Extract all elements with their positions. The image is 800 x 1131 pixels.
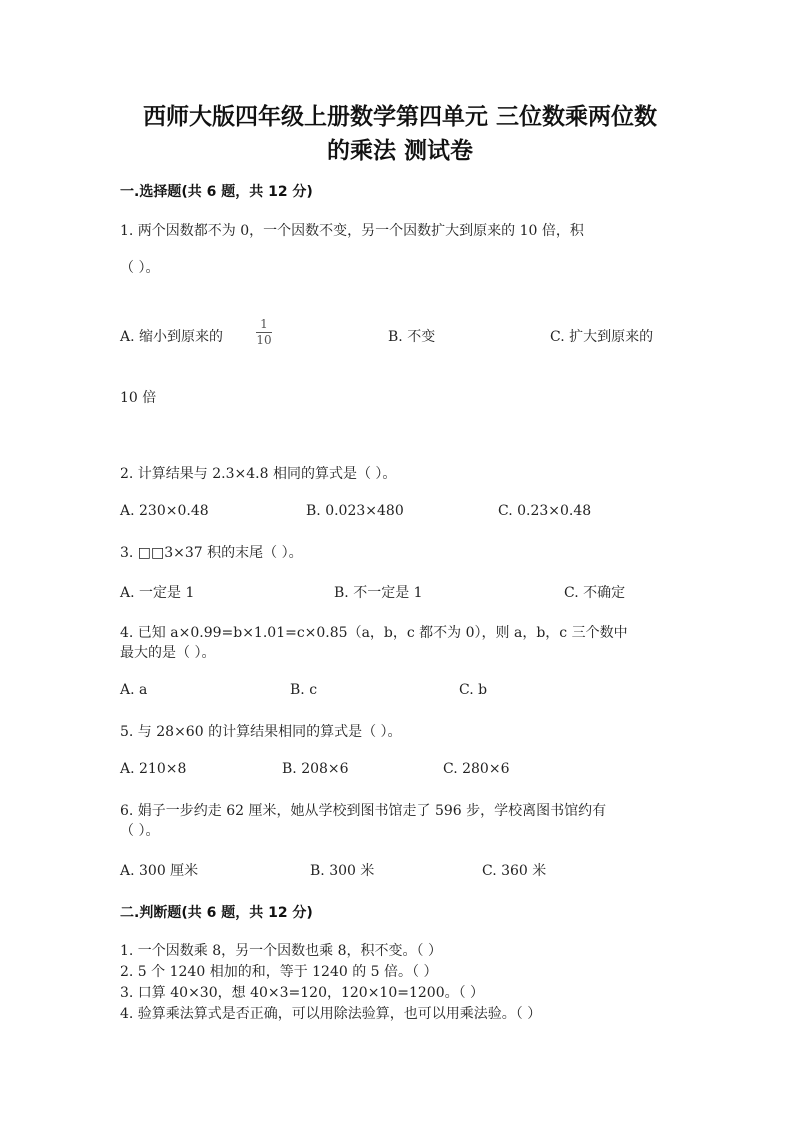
- question-5-option-b: B. 208×6: [282, 761, 349, 777]
- question-6-option-a: A. 300 厘米: [120, 863, 199, 879]
- question-2-option-a: A. 230×0.48: [120, 503, 209, 519]
- question-5-option-c: C. 280×6: [443, 761, 510, 777]
- judgement-item-1: 1. 一个因数乘 8，另一个因数也乘 8，积不变。（ ）: [120, 943, 442, 959]
- question-4-option-a: A. a: [120, 682, 148, 698]
- section-heading-judgement: 二.判断题(共 6 题，共 12 分): [120, 905, 313, 921]
- question-1-option-c: C. 扩大到原来的: [550, 329, 654, 345]
- question-6-option-c: C. 360 米: [482, 863, 547, 879]
- question-3-text: 3. □□3×37 积的末尾（ ）。: [120, 545, 303, 561]
- judgement-item-2: 2. 5 个 1240 相加的和，等于 1240 的 5 倍。（ ）: [120, 964, 438, 980]
- question-5-option-a: A. 210×8: [120, 761, 187, 777]
- question-2-option-c: C. 0.23×0.48: [498, 503, 592, 519]
- fraction-denominator: 10: [256, 333, 272, 347]
- question-4-option-b: B. c: [290, 682, 318, 698]
- judgement-item-4: 4. 验算乘法算式是否正确，可以用除法验算，也可以用乘法验。（ ）: [120, 1006, 542, 1022]
- question-3-option-a: A. 一定是 1: [120, 585, 195, 601]
- question-1-text: 1. 两个因数都不为 0，一个因数不变，另一个因数扩大到原来的 10 倍，积: [120, 223, 584, 239]
- question-4-option-c: C. b: [459, 682, 488, 698]
- page-title-line2: 的乘法 测试卷: [326, 138, 473, 164]
- page-title-line1: 西师大版四年级上册数学第四单元 三位数乘两位数: [142, 104, 657, 130]
- question-5-text: 5. 与 28×60 的计算结果相同的算式是（ ）。: [120, 724, 402, 740]
- fraction-numerator: 1: [260, 317, 268, 331]
- question-1-fraction: [256, 318, 272, 347]
- question-1-blank: （ ）。: [120, 260, 160, 276]
- question-1-option-b: B. 不变: [388, 329, 436, 345]
- question-2-option-b: B. 0.023×480: [306, 503, 404, 519]
- question-3-option-b: B. 不一定是 1: [334, 585, 423, 601]
- section-heading-choice: 一.选择题(共 6 题，共 12 分): [120, 184, 313, 200]
- question-1-option-c-cont: 10 倍: [120, 390, 157, 406]
- question-2-text: 2. 计算结果与 2.3×4.8 相同的算式是（ ）。: [120, 466, 397, 482]
- judgement-item-3: 3. 口算 40×30，想 40×3=120，120×10=1200。（ ）: [120, 985, 485, 1001]
- question-6-text: 6. 娟子一步约走 62 厘米，她从学校到图书馆走了 596 步，学校离图书馆约有: [120, 803, 607, 819]
- question-6-text-cont: （ ）。: [120, 823, 160, 839]
- question-1-option-a: A. 缩小到原来的: [120, 329, 224, 345]
- question-3-option-c: C. 不确定: [564, 585, 626, 601]
- question-4-text-cont: 最大的是（ ）。: [120, 645, 216, 661]
- question-6-option-b: B. 300 米: [310, 863, 375, 879]
- question-4-text: 4. 已知 a×0.99=b×1.01=c×0.85（a，b，c 都不为 0），则 a，b，c 三个数中: [120, 625, 628, 641]
